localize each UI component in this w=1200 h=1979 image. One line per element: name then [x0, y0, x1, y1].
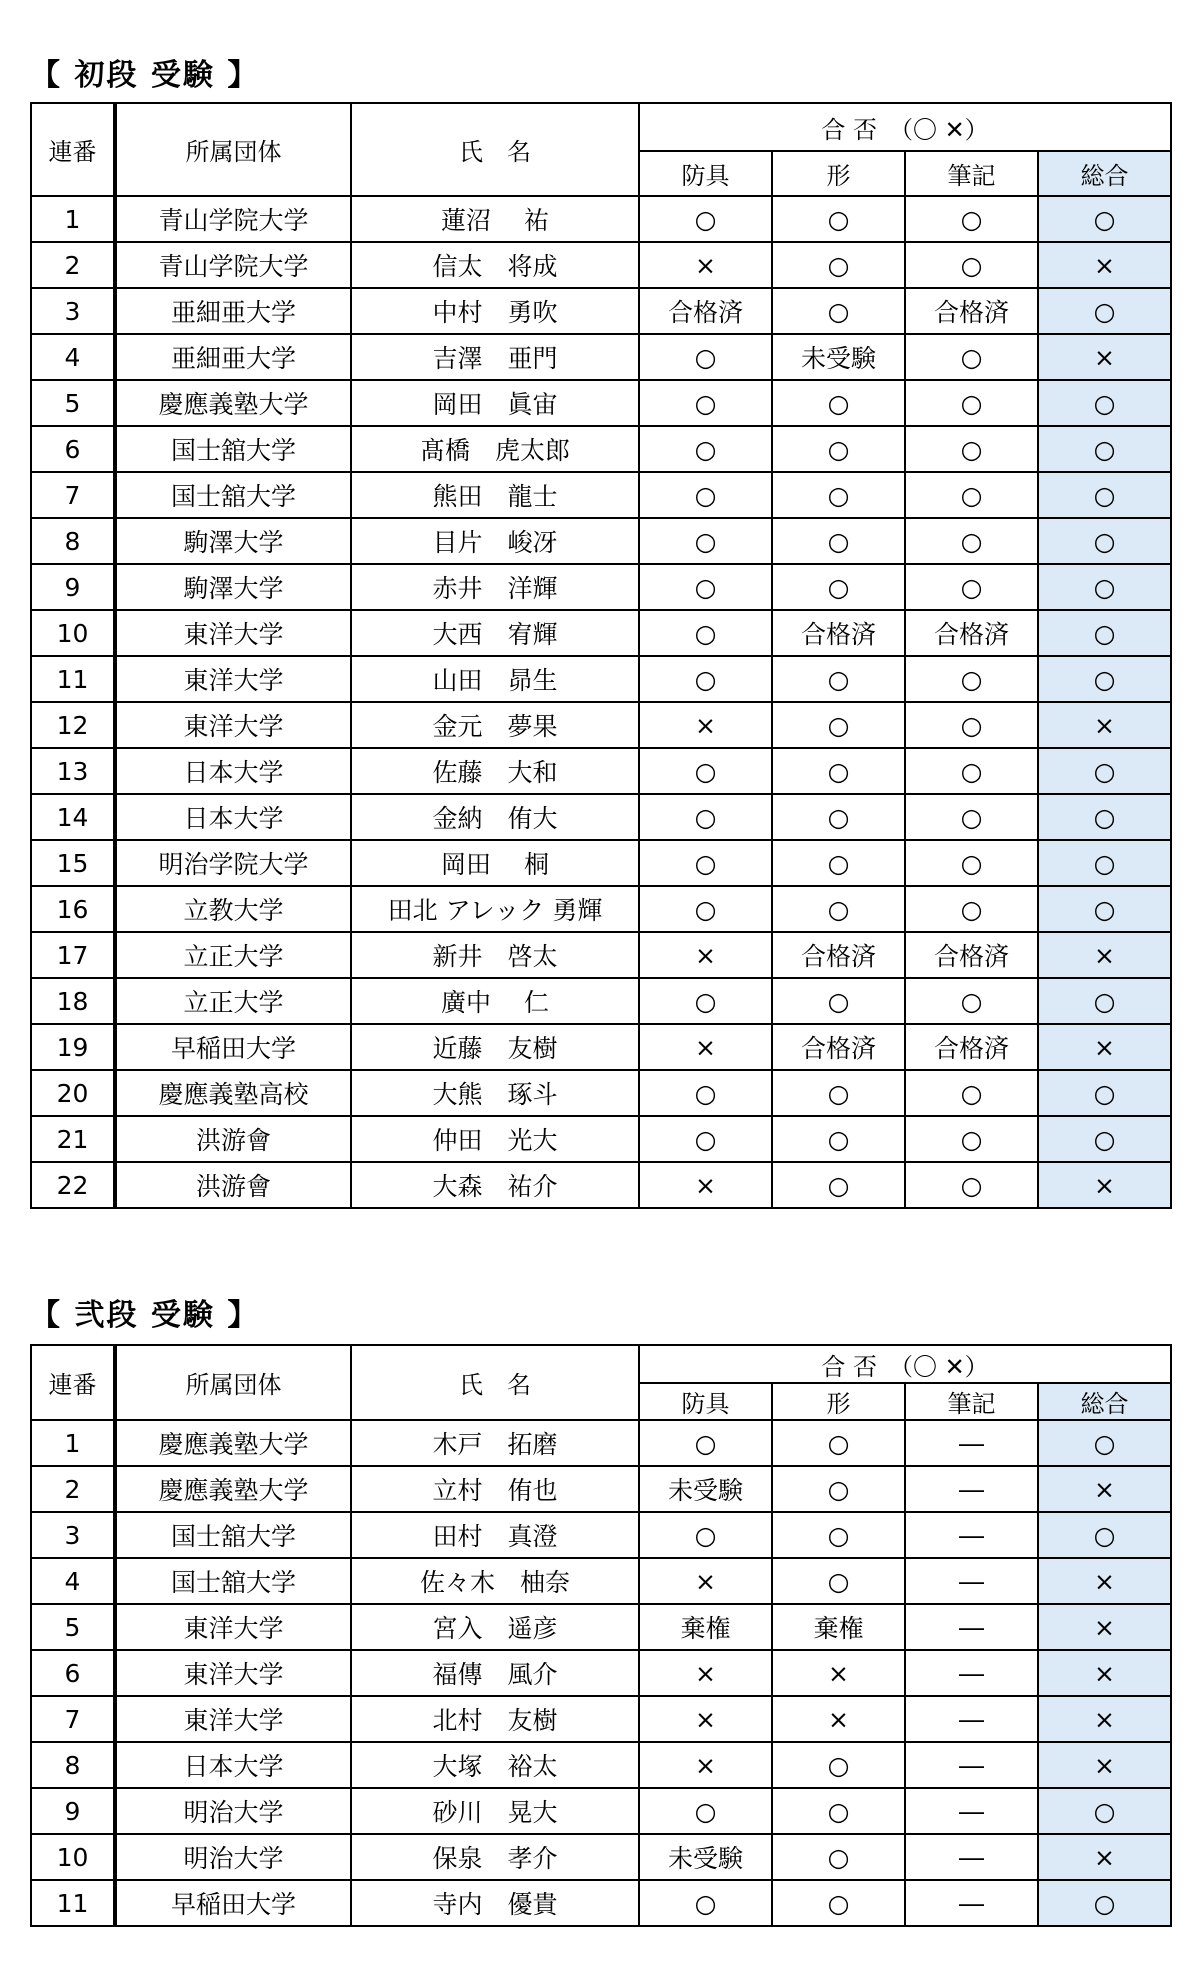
table-row [31, 1162, 1171, 1208]
cell-no: 3 [31, 1512, 115, 1558]
table-row [31, 1466, 1171, 1512]
cell-org: 亜細亜大学 [115, 334, 351, 380]
cell-total: × [1038, 1834, 1171, 1880]
table-row [31, 242, 1171, 288]
cell-org: 東洋大学 [115, 1650, 351, 1696]
cell-name: 田北 アレック 勇輝 [351, 886, 639, 932]
cell-org: 立正大学 [115, 978, 351, 1024]
cell-kata: ○ [772, 518, 905, 564]
table-row [31, 1742, 1171, 1788]
cell-armor: ○ [639, 748, 772, 794]
cell-armor: ○ [639, 334, 772, 380]
table-row [31, 1834, 1171, 1880]
cell-org: 明治大学 [115, 1788, 351, 1834]
cell-total: ○ [1038, 978, 1171, 1024]
cell-org: 国士舘大学 [115, 472, 351, 518]
cell-kata: ○ [772, 196, 905, 242]
cell-total: ○ [1038, 748, 1171, 794]
cell-armor: ○ [639, 1116, 772, 1162]
cell-kata: ○ [772, 656, 905, 702]
cell-org: 日本大学 [115, 794, 351, 840]
cell-armor: ○ [639, 564, 772, 610]
cell-org: 立教大学 [115, 886, 351, 932]
cell-kata: ○ [772, 1420, 905, 1466]
cell-armor: × [639, 1162, 772, 1208]
cell-no: 10 [31, 1834, 115, 1880]
cell-written: ○ [905, 748, 1038, 794]
cell-name: 佐藤 大和 [351, 748, 639, 794]
cell-armor: 未受験 [639, 1834, 772, 1880]
cell-no: 11 [31, 1880, 115, 1926]
table-row [31, 1420, 1171, 1466]
cell-total: ○ [1038, 196, 1171, 242]
cell-written: 合格済 [905, 610, 1038, 656]
cell-written: ― [905, 1880, 1038, 1926]
cell-total: ○ [1038, 1070, 1171, 1116]
cell-written: ○ [905, 472, 1038, 518]
cell-name: 佐々木 柚奈 [351, 1558, 639, 1604]
cell-org: 明治大学 [115, 1834, 351, 1880]
cell-name: 寺内 優貴 [351, 1880, 639, 1926]
cell-kata: ○ [772, 1834, 905, 1880]
cell-kata: × [772, 1650, 905, 1696]
cell-no: 8 [31, 518, 115, 564]
header-name: 氏 名 [351, 1345, 639, 1420]
cell-name: 仲田 光大 [351, 1116, 639, 1162]
table-row [31, 610, 1171, 656]
cell-name: 吉澤 亜門 [351, 334, 639, 380]
table-row [31, 794, 1171, 840]
cell-org: 洪游會 [115, 1162, 351, 1208]
cell-total: ○ [1038, 1116, 1171, 1162]
cell-total: × [1038, 1696, 1171, 1742]
cell-name: 保泉 孝介 [351, 1834, 639, 1880]
cell-no: 12 [31, 702, 115, 748]
table-row [31, 1880, 1171, 1926]
cell-kata: 未受験 [772, 334, 905, 380]
cell-name: 赤井 洋輝 [351, 564, 639, 610]
cell-no: 3 [31, 288, 115, 334]
cell-name: 髙橋 虎太郎 [351, 426, 639, 472]
cell-kata: ○ [772, 1512, 905, 1558]
cell-written: 合格済 [905, 932, 1038, 978]
cell-armor: ○ [639, 656, 772, 702]
nidan-section-title: 【 弐段 受験 】 [30, 1298, 260, 1333]
cell-written: ― [905, 1696, 1038, 1742]
cell-total: ○ [1038, 518, 1171, 564]
cell-no: 6 [31, 1650, 115, 1696]
cell-armor: ○ [639, 840, 772, 886]
cell-kata: 合格済 [772, 610, 905, 656]
cell-org: 東洋大学 [115, 1604, 351, 1650]
cell-written: ○ [905, 656, 1038, 702]
cell-kata: ○ [772, 1162, 905, 1208]
cell-written: ○ [905, 1116, 1038, 1162]
cell-total: × [1038, 1558, 1171, 1604]
cell-armor: × [639, 1558, 772, 1604]
shodan-section-title: 【 初段 受験 】 [30, 58, 260, 93]
cell-name: 目片 峻冴 [351, 518, 639, 564]
table-row [31, 1512, 1171, 1558]
table-row [31, 380, 1171, 426]
cell-kata: ○ [772, 472, 905, 518]
cell-no: 4 [31, 334, 115, 380]
cell-total: ○ [1038, 472, 1171, 518]
cell-armor: ○ [639, 978, 772, 1024]
cell-total: ○ [1038, 886, 1171, 932]
table-row [31, 1116, 1171, 1162]
cell-written: ― [905, 1558, 1038, 1604]
cell-armor: ○ [639, 1512, 772, 1558]
cell-name: 岡田 眞宙 [351, 380, 639, 426]
cell-written: ○ [905, 518, 1038, 564]
cell-name: 山田 昴生 [351, 656, 639, 702]
cell-name: 宮入 遥彦 [351, 1604, 639, 1650]
table-row [31, 978, 1171, 1024]
cell-org: 青山学院大学 [115, 242, 351, 288]
cell-total: ○ [1038, 1512, 1171, 1558]
table-row [31, 886, 1171, 932]
table-row [31, 472, 1171, 518]
cell-name: 岡田 桐 [351, 840, 639, 886]
cell-armor: ○ [639, 380, 772, 426]
cell-total: ○ [1038, 610, 1171, 656]
cell-org: 慶應義塾大学 [115, 1420, 351, 1466]
cell-kata: ○ [772, 1070, 905, 1116]
cell-armor: × [639, 1650, 772, 1696]
cell-name: 信太 将成 [351, 242, 639, 288]
cell-no: 8 [31, 1742, 115, 1788]
header-armor: 防具 [639, 151, 772, 196]
cell-name: 金元 夢果 [351, 702, 639, 748]
cell-org: 国士舘大学 [115, 1512, 351, 1558]
cell-name: 大西 宥輝 [351, 610, 639, 656]
table-row [31, 288, 1171, 334]
cell-org: 洪游會 [115, 1116, 351, 1162]
header-result-group: 合 否 （〇 ✕） [639, 1345, 1171, 1383]
cell-armor: ○ [639, 518, 772, 564]
cell-kata: ○ [772, 702, 905, 748]
cell-armor: × [639, 932, 772, 978]
cell-total: ○ [1038, 794, 1171, 840]
cell-total: × [1038, 1742, 1171, 1788]
cell-written: ○ [905, 794, 1038, 840]
cell-kata: ○ [772, 426, 905, 472]
cell-no: 9 [31, 1788, 115, 1834]
cell-written: ○ [905, 1162, 1038, 1208]
cell-kata: ○ [772, 840, 905, 886]
cell-name: 大森 祐介 [351, 1162, 639, 1208]
table-row [31, 748, 1171, 794]
cell-org: 駒澤大学 [115, 518, 351, 564]
cell-org: 明治学院大学 [115, 840, 351, 886]
cell-kata: ○ [772, 978, 905, 1024]
cell-org: 国士舘大学 [115, 426, 351, 472]
cell-org: 青山学院大学 [115, 196, 351, 242]
cell-written: 合格済 [905, 288, 1038, 334]
cell-kata: ○ [772, 242, 905, 288]
table-row [31, 564, 1171, 610]
cell-no: 7 [31, 472, 115, 518]
cell-kata: ○ [772, 380, 905, 426]
cell-armor: 合格済 [639, 288, 772, 334]
cell-no: 5 [31, 1604, 115, 1650]
cell-name: 蓮沼 祐 [351, 196, 639, 242]
cell-kata: ○ [772, 1742, 905, 1788]
cell-total: ○ [1038, 656, 1171, 702]
cell-total: ○ [1038, 380, 1171, 426]
table-row [31, 1558, 1171, 1604]
cell-armor: × [639, 1742, 772, 1788]
cell-kata: ○ [772, 1466, 905, 1512]
header-no: 連番 [31, 103, 115, 196]
cell-armor: ○ [639, 886, 772, 932]
cell-name: 田村 真澄 [351, 1512, 639, 1558]
table-row [31, 1024, 1171, 1070]
cell-total: ○ [1038, 288, 1171, 334]
cell-written: ― [905, 1512, 1038, 1558]
cell-name: 新井 啓太 [351, 932, 639, 978]
cell-name: 金納 侑大 [351, 794, 639, 840]
cell-written: ― [905, 1788, 1038, 1834]
cell-no: 1 [31, 1420, 115, 1466]
cell-kata: 合格済 [772, 1024, 905, 1070]
cell-kata: ○ [772, 1558, 905, 1604]
table-row [31, 1604, 1171, 1650]
cell-no: 11 [31, 656, 115, 702]
cell-written: ― [905, 1604, 1038, 1650]
cell-org: 早稲田大学 [115, 1024, 351, 1070]
cell-written: ― [905, 1466, 1038, 1512]
cell-org: 駒澤大学 [115, 564, 351, 610]
cell-kata: ○ [772, 1788, 905, 1834]
cell-org: 慶應義塾大学 [115, 1466, 351, 1512]
cell-org: 日本大学 [115, 1742, 351, 1788]
cell-kata: ○ [772, 886, 905, 932]
table-row [31, 656, 1171, 702]
cell-no: 15 [31, 840, 115, 886]
cell-no: 18 [31, 978, 115, 1024]
cell-no: 14 [31, 794, 115, 840]
cell-total: ○ [1038, 1788, 1171, 1834]
shodan-results-table [30, 102, 1172, 1209]
header-kata: 形 [772, 1383, 905, 1420]
cell-armor: ○ [639, 472, 772, 518]
cell-name: 北村 友樹 [351, 1696, 639, 1742]
cell-written: ○ [905, 334, 1038, 380]
cell-armor: 未受験 [639, 1466, 772, 1512]
cell-name: 中村 勇吹 [351, 288, 639, 334]
cell-org: 早稲田大学 [115, 1880, 351, 1926]
cell-no: 5 [31, 380, 115, 426]
header-total: 総合 [1038, 1383, 1171, 1420]
cell-kata: × [772, 1696, 905, 1742]
cell-name: 大塚 裕太 [351, 1742, 639, 1788]
header-kata: 形 [772, 151, 905, 196]
cell-name: 砂川 晃大 [351, 1788, 639, 1834]
cell-armor: ○ [639, 1070, 772, 1116]
cell-kata: ○ [772, 794, 905, 840]
cell-armor: ○ [639, 426, 772, 472]
cell-org: 亜細亜大学 [115, 288, 351, 334]
cell-written: ○ [905, 564, 1038, 610]
header-name: 氏 名 [351, 103, 639, 196]
cell-total: × [1038, 702, 1171, 748]
nidan-results-table [30, 1344, 1172, 1927]
cell-name: 熊田 龍士 [351, 472, 639, 518]
cell-written: ○ [905, 840, 1038, 886]
cell-no: 10 [31, 610, 115, 656]
cell-org: 慶應義塾大学 [115, 380, 351, 426]
header-result-group: 合 否 （〇 ✕） [639, 103, 1171, 151]
table-row [31, 1788, 1171, 1834]
cell-total: ○ [1038, 564, 1171, 610]
table-row [31, 518, 1171, 564]
cell-org: 東洋大学 [115, 656, 351, 702]
cell-written: ○ [905, 196, 1038, 242]
cell-written: ○ [905, 886, 1038, 932]
cell-total: × [1038, 1650, 1171, 1696]
cell-no: 19 [31, 1024, 115, 1070]
cell-no: 4 [31, 1558, 115, 1604]
cell-no: 6 [31, 426, 115, 472]
cell-written: ○ [905, 426, 1038, 472]
cell-org: 立正大学 [115, 932, 351, 978]
cell-name: 木戸 拓磨 [351, 1420, 639, 1466]
cell-name: 福傳 風介 [351, 1650, 639, 1696]
cell-kata: ○ [772, 288, 905, 334]
cell-org: 東洋大学 [115, 610, 351, 656]
cell-kata: ○ [772, 564, 905, 610]
cell-total: ○ [1038, 1880, 1171, 1926]
cell-org: 東洋大学 [115, 1696, 351, 1742]
table-row [31, 1070, 1171, 1116]
cell-written: ― [905, 1650, 1038, 1696]
cell-no: 7 [31, 1696, 115, 1742]
cell-no: 2 [31, 242, 115, 288]
cell-no: 13 [31, 748, 115, 794]
cell-armor: ○ [639, 1880, 772, 1926]
table-row [31, 334, 1171, 380]
header-written: 筆記 [905, 1383, 1038, 1420]
cell-armor: 棄権 [639, 1604, 772, 1650]
cell-no: 9 [31, 564, 115, 610]
cell-armor: ○ [639, 196, 772, 242]
cell-armor: ○ [639, 1420, 772, 1466]
table-row [31, 702, 1171, 748]
cell-name: 廣中 仁 [351, 978, 639, 1024]
cell-total: × [1038, 334, 1171, 380]
cell-org: 国士舘大学 [115, 1558, 351, 1604]
cell-org: 東洋大学 [115, 702, 351, 748]
table-row [31, 1696, 1171, 1742]
cell-written: ○ [905, 978, 1038, 1024]
cell-name: 大熊 琢斗 [351, 1070, 639, 1116]
cell-no: 2 [31, 1466, 115, 1512]
cell-total: × [1038, 1162, 1171, 1208]
header-org: 所属団体 [115, 1345, 351, 1420]
cell-armor: ○ [639, 1788, 772, 1834]
cell-written: ○ [905, 702, 1038, 748]
cell-total: × [1038, 242, 1171, 288]
cell-no: 22 [31, 1162, 115, 1208]
cell-total: × [1038, 1466, 1171, 1512]
cell-written: ― [905, 1742, 1038, 1788]
header-no: 連番 [31, 1345, 115, 1420]
cell-written: ― [905, 1834, 1038, 1880]
table-row [31, 196, 1171, 242]
cell-kata: ○ [772, 1116, 905, 1162]
cell-total: ○ [1038, 840, 1171, 886]
cell-kata: ○ [772, 748, 905, 794]
cell-org: 慶應義塾高校 [115, 1070, 351, 1116]
cell-kata: 棄権 [772, 1604, 905, 1650]
header-total: 総合 [1038, 151, 1171, 196]
table-row [31, 840, 1171, 886]
cell-name: 立村 侑也 [351, 1466, 639, 1512]
cell-no: 17 [31, 932, 115, 978]
table-row [31, 1650, 1171, 1696]
cell-total: ○ [1038, 426, 1171, 472]
cell-kata: ○ [772, 1880, 905, 1926]
cell-armor: × [639, 1696, 772, 1742]
table-row [31, 932, 1171, 978]
cell-name: 近藤 友樹 [351, 1024, 639, 1070]
cell-total: × [1038, 932, 1171, 978]
cell-no: 16 [31, 886, 115, 932]
cell-armor: ○ [639, 794, 772, 840]
header-org: 所属団体 [115, 103, 351, 196]
cell-written: ○ [905, 380, 1038, 426]
cell-armor: × [639, 1024, 772, 1070]
cell-written: ○ [905, 242, 1038, 288]
cell-written: ― [905, 1420, 1038, 1466]
cell-armor: × [639, 702, 772, 748]
cell-no: 21 [31, 1116, 115, 1162]
table-row [31, 426, 1171, 472]
cell-total: × [1038, 1024, 1171, 1070]
header-written: 筆記 [905, 151, 1038, 196]
header-armor: 防具 [639, 1383, 772, 1420]
cell-total: ○ [1038, 1420, 1171, 1466]
cell-written: 合格済 [905, 1024, 1038, 1070]
cell-armor: ○ [639, 610, 772, 656]
cell-kata: 合格済 [772, 932, 905, 978]
cell-no: 20 [31, 1070, 115, 1116]
cell-written: ○ [905, 1070, 1038, 1116]
cell-no: 1 [31, 196, 115, 242]
cell-org: 日本大学 [115, 748, 351, 794]
cell-total: × [1038, 1604, 1171, 1650]
cell-armor: × [639, 242, 772, 288]
